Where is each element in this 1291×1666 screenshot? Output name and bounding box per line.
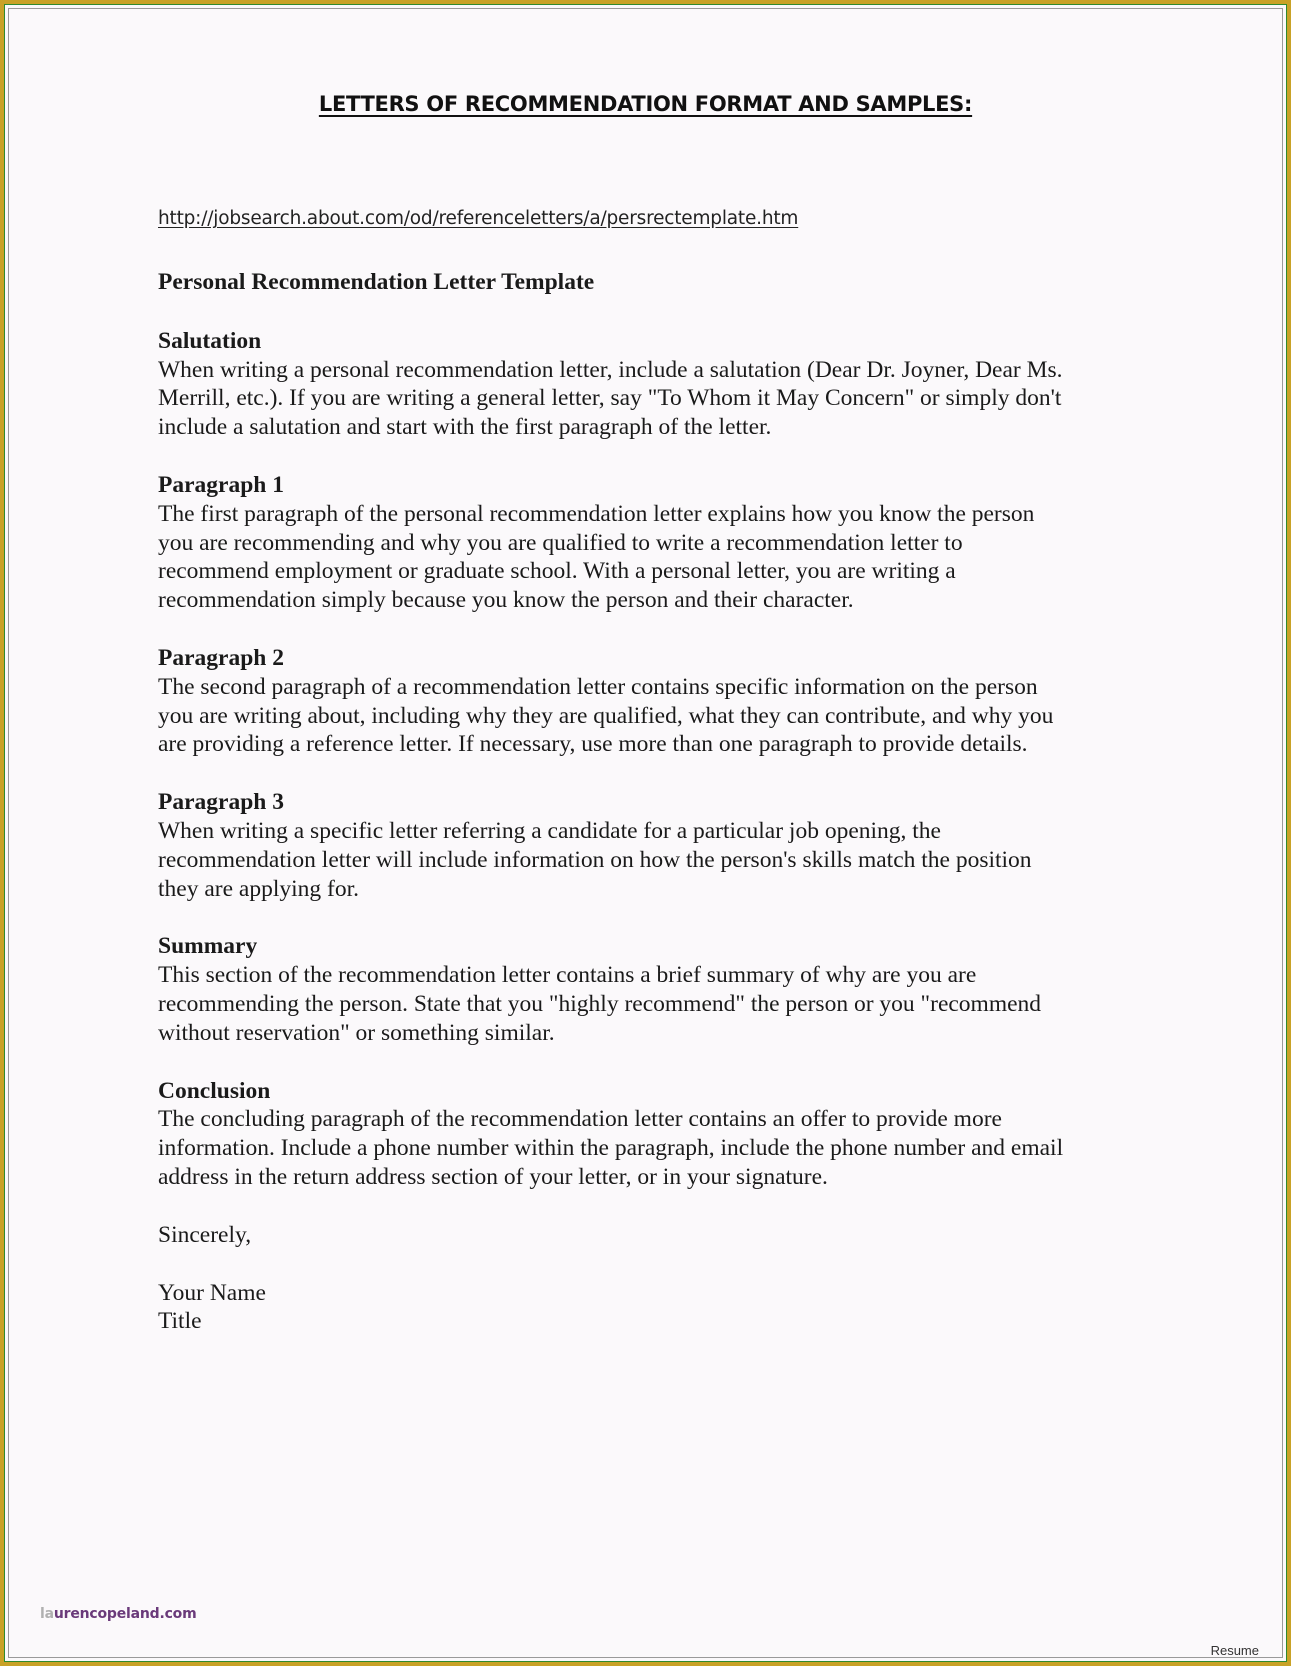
section-heading: Summary — [158, 933, 258, 960]
section-line: they are applying for. — [158, 875, 359, 902]
closing-line: Sincerely, — [158, 1221, 252, 1248]
section-heading: Paragraph 2 — [158, 644, 284, 671]
section-line: The second paragraph of a recommendation letter contains specific information on the person — [158, 673, 1038, 700]
section-line: recommend employment or graduate school. With a personal letter, you are writing a — [158, 558, 956, 585]
section-line: without reservation" or something similar. — [158, 1019, 555, 1046]
section-heading: Paragraph 1 — [158, 471, 284, 498]
section-paragraph-2 — [158, 644, 1158, 759]
section-line: information. Include a phone number within the paragraph, include the phone number and email — [158, 1135, 1064, 1162]
signature-name: Your Name — [158, 1279, 266, 1306]
section-line: are providing a reference letter. If necessary, use more than one paragraph to provide details. — [158, 731, 1028, 758]
section-line: you are writing about, including why they are qualified, what they can contribute, and why you — [158, 702, 1054, 729]
section-heading: Salutation — [158, 327, 262, 354]
section-line: recommendation simply because you know the person and their character. — [158, 587, 854, 614]
section-summary — [158, 932, 1158, 1047]
section-line: When writing a personal recommendation letter, include a salutation (Dear Dr. Joyner, Dear Ms. — [158, 356, 1063, 383]
signature-title: Title — [158, 1308, 202, 1335]
section-line: recommending the person. State that you "highly recommend" the person or you "recommend — [158, 990, 1042, 1017]
section-paragraph-3 — [158, 788, 1158, 903]
section-line: include a salutation and start with the first paragraph of the letter. — [158, 414, 772, 441]
section-salutation — [158, 327, 1158, 442]
footer-tag: Resume — [1210, 1643, 1259, 1658]
section-conclusion — [158, 1077, 1158, 1192]
section-heading: Conclusion — [158, 1077, 271, 1104]
signature-block — [158, 1279, 1158, 1337]
section-line: When writing a specific letter referring a candidate for a particular job opening, the — [158, 817, 941, 844]
section-line: you are recommending and why you are qualified to write a recommendation letter to — [158, 529, 963, 556]
watermark-prefix: la — [40, 1606, 54, 1622]
document-title: Personal Recommendation Letter Template — [158, 269, 595, 295]
section-line: recommendation letter will include information on how the person's skills match the position — [158, 846, 1032, 873]
page-heading: LETTERS OF RECOMMENDATION FORMAT AND SAMPLES: — [318, 92, 973, 116]
letter-body — [158, 268, 1158, 1336]
watermark-logo — [40, 1606, 196, 1622]
section-line: address in the return address section of your letter, or in your signature. — [158, 1163, 828, 1190]
section-line: The first paragraph of the personal recommendation letter explains how you know the person — [158, 500, 1035, 527]
source-url-link[interactable]: http://jobsearch.about.com/od/referenceletters/a/persrectemplate.htm — [158, 208, 799, 229]
section-heading: Paragraph 3 — [158, 789, 284, 816]
section-line: The concluding paragraph of the recommendation letter contains an offer to provide more — [158, 1106, 1002, 1133]
section-paragraph-1 — [158, 471, 1158, 615]
section-line: Merrill, etc.). If you are writing a general letter, say "To Whom it May Concern" or simply don't — [158, 385, 1062, 412]
watermark-rest: urencopeland.com — [53, 1606, 197, 1622]
section-line: This section of the recommendation letter contains a brief summary of why are you are — [158, 962, 977, 989]
